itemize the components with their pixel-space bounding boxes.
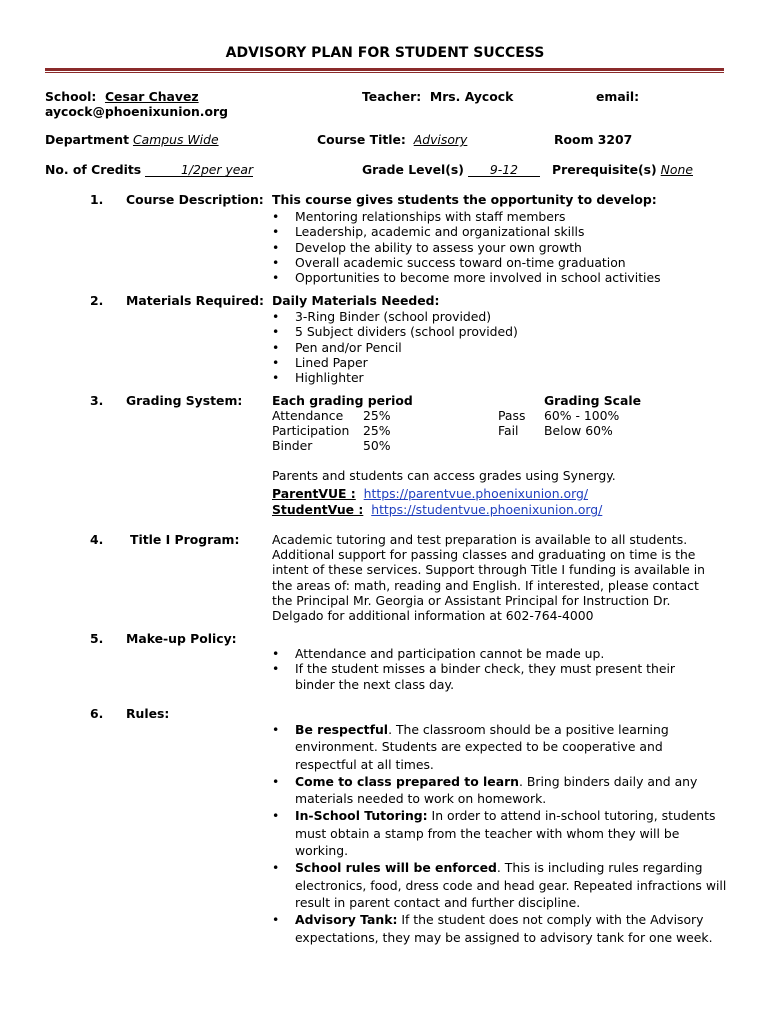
rule-title: Advisory Tank: [295, 912, 398, 928]
list-item: • Highlighter [272, 370, 364, 386]
school-field [45, 89, 199, 104]
section-heading: Daily Materials Needed: [272, 293, 440, 308]
bullet-icon: • [272, 339, 280, 355]
list-item: • Develop the ability to assess your own growth [272, 239, 582, 255]
parentvue-row [272, 486, 588, 501]
title-divider-thin [45, 72, 724, 73]
title-one-description: Academic tutoring and test preparation is available to all students. Additional support for passing classes and graduating on time is the intent of these services. Support through Title I funding is available in the areas of: math, reading and English. If interested, please contact the Principal Mr. Georgia or Assistant Principal for Instruction Dr. Delgado for additional information at 602-764-4000 [272, 532, 706, 624]
prereq-value: None [660, 162, 693, 177]
course-title-field [317, 132, 467, 147]
teacher-field [362, 89, 513, 104]
list-item: • Overall academic success toward on-time graduation [272, 254, 626, 270]
grading-component-name: Attendance [272, 408, 344, 423]
grading-component-weight: 50% [363, 438, 391, 453]
bullet-icon: • [272, 661, 280, 677]
bullet-icon: • [272, 209, 280, 224]
grading-component-weight: 25% [363, 423, 391, 438]
rule-title: School rules will be enforced [295, 860, 497, 876]
bullet-icon: • [272, 860, 280, 876]
list-item: • Pen and/or Pencil [272, 339, 402, 355]
list-item: • Opportunities to become more involved in school activities [272, 270, 661, 286]
rule-title: In-School Tutoring: [295, 808, 428, 824]
course-title-label: Course Title: [317, 132, 406, 147]
rule-title: Come to class prepared to learn [295, 773, 520, 789]
page-title: ADVISORY PLAN FOR STUDENT SUCCESS [225, 45, 545, 61]
list-item: • Attendance and participation cannot be made up. [272, 646, 605, 661]
grading-scale-range: 60% - 100% [544, 408, 620, 423]
parentvue-link[interactable]: https://parentvue.phoenixunion.org/ [363, 486, 589, 501]
section-number: 4. [90, 532, 104, 547]
list-item: • Mentoring relationships with staff members [272, 209, 566, 224]
section-number: 5. [90, 631, 104, 646]
list-item [272, 807, 728, 859]
bullet-icon: • [272, 224, 280, 240]
rule-text: . Bring binders daily and any materials needed to work on homework. [295, 773, 698, 807]
credits-label: No. of Credits [45, 162, 142, 177]
bullet-icon: • [272, 912, 280, 928]
section-label: Materials Required: [126, 293, 264, 308]
section-label: Course Description: [126, 192, 264, 207]
grading-component-weight: 25% [363, 408, 391, 423]
bullet-icon: • [272, 722, 280, 737]
bullet-icon: • [272, 773, 280, 789]
grade-level-label: Grade Level(s) [362, 162, 464, 177]
list-item [272, 721, 728, 773]
rule-text: In order to attend in-school tutoring, students must obtain a stamp from the teacher with whom they will be working. [295, 808, 716, 859]
makeup-policy-list [272, 646, 692, 692]
bullet-icon: • [272, 808, 280, 824]
school-label: School: [45, 89, 97, 104]
section-heading: This course gives students the opportunity to develop: [272, 192, 657, 207]
school-value: Cesar Chavez [104, 89, 199, 104]
grading-component-name: Binder [272, 438, 313, 453]
grading-scale-name: Pass [498, 408, 526, 423]
prereq-label: Prerequisite(s) [552, 162, 657, 177]
grading-period-heading: Each grading period [272, 393, 413, 408]
list-item: • Leadership, academic and organizational skills [272, 224, 585, 240]
bullet-icon: • [272, 239, 280, 255]
rule-text: . This is including rules regarding electronics, food, dress code and head gear. Repeated infractions will result in parent contact and further discipline. [295, 860, 727, 910]
email-label: email: [596, 89, 640, 104]
bullet-icon: • [272, 354, 280, 370]
rule-text: If the student does not comply with the Advisory expectations, they may be assigned to advisory tank for one week. [295, 912, 713, 945]
bullet-icon: • [272, 646, 280, 661]
credits-field [45, 162, 253, 177]
section-number: 2. [90, 293, 104, 308]
rule-title: Be respectful [295, 722, 389, 737]
prereq-field [552, 162, 693, 177]
bullet-icon: • [272, 254, 280, 270]
department-value: Campus Wide [132, 132, 219, 147]
section-number: 3. [90, 393, 104, 408]
email-value: aycock@phoenixunion.org [45, 104, 228, 119]
bullet-icon: • [272, 270, 280, 286]
credits-value: 1/2per year [145, 163, 253, 177]
department-field [45, 132, 219, 147]
bullet-icon: • [272, 324, 280, 340]
studentvue-row [272, 502, 602, 517]
list-item: • 3-Ring Binder (school provided) [272, 309, 492, 324]
grade-level-field [362, 162, 540, 177]
course-title-value: Advisory [413, 132, 468, 147]
list-item [272, 859, 728, 911]
grading-scale-name: Fail [498, 423, 519, 438]
synergy-note: Parents and students can access grades using Synergy. [272, 468, 616, 483]
bullet-icon: • [272, 309, 280, 324]
grading-scale-range: Below 60% [544, 423, 613, 438]
list-item: • If the student misses a binder check, they must present their binder the next class day. [272, 661, 676, 692]
list-item: • Lined Paper [272, 354, 368, 370]
teacher-label: Teacher: [362, 89, 422, 104]
department-label: Department [45, 132, 130, 147]
section-label: Grading System: [126, 393, 243, 408]
rule-text: . The classroom should be a positive learning environment. Students are expected to be cooperative and respectful at all times. [295, 722, 669, 772]
grading-component-name: Participation [272, 423, 350, 438]
materials-list [272, 309, 518, 385]
list-item [272, 773, 728, 808]
section-number: 6. [90, 706, 104, 721]
list-item: • 5 Subject dividers (school provided) [272, 324, 518, 340]
studentvue-label: StudentVue : [272, 502, 364, 517]
section-number: 1. [90, 192, 104, 207]
teacher-value: Mrs. Aycock [429, 89, 514, 104]
room-number: Room 3207 [554, 132, 633, 147]
grading-scale-heading: Grading Scale [544, 393, 642, 408]
list-item [272, 911, 728, 946]
parentvue-label: ParentVUE : [272, 486, 356, 501]
rules-list [272, 721, 728, 946]
grade-level-value: 9-12 [468, 163, 540, 177]
course-description-list [272, 209, 661, 285]
studentvue-link[interactable]: https://studentvue.phoenixunion.org/ [371, 502, 603, 517]
section-label: Make-up Policy: [126, 631, 237, 646]
section-label: Rules: [126, 706, 170, 721]
section-label: Title I Program: [130, 532, 240, 547]
bullet-icon: • [272, 370, 280, 386]
title-divider [45, 68, 724, 71]
